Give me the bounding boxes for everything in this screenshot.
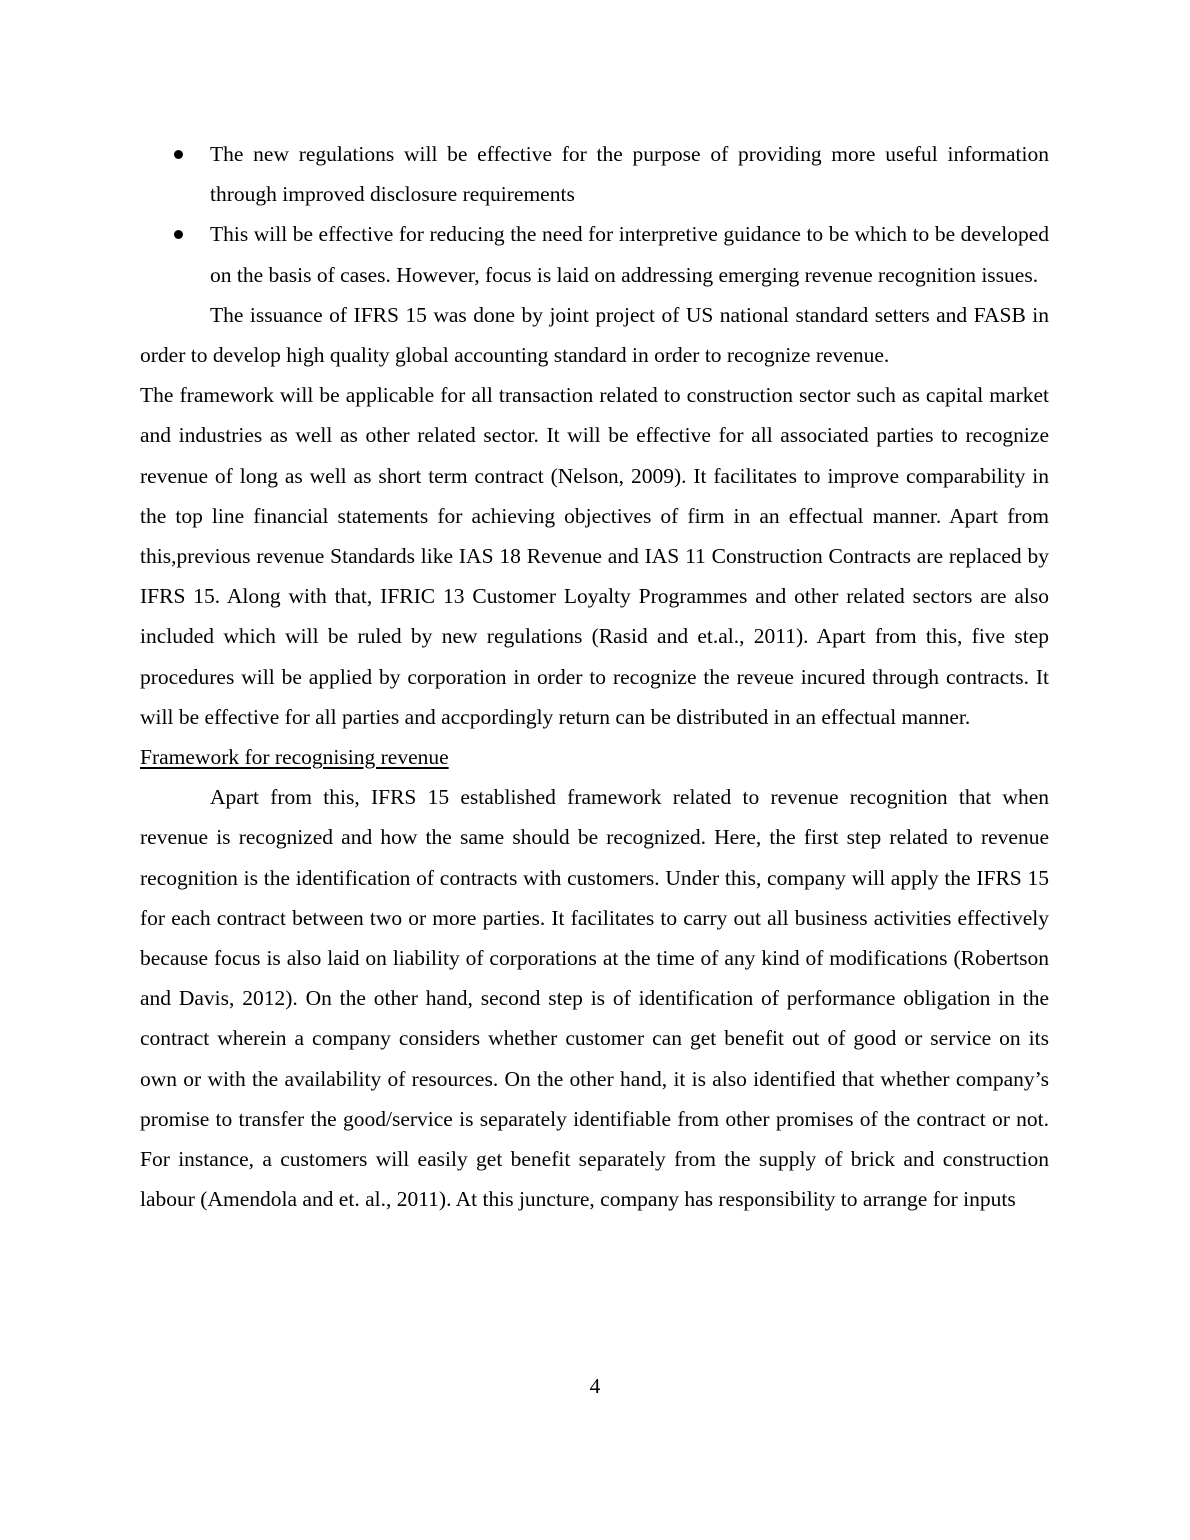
paragraph-ifrs-issuance-lead: The issuance of IFRS 15 was done by joint project of US national standard setters and FASB in order to develop high quality global accounting standard in order to recognize revenue.: [140, 302, 1049, 368]
bullet-item: [210, 214, 1049, 294]
paragraph-ifrs-issuance: [140, 295, 1049, 737]
page-number: 4: [589, 1374, 601, 1398]
section-heading: Framework for recognising revenue: [140, 745, 449, 770]
bullet-text: The new regulations will be effective for the purpose of providing more useful information through improved disclosure requirements: [210, 142, 1049, 207]
bullet-icon: [174, 230, 183, 239]
bullet-icon: [174, 150, 183, 159]
paragraph-framework: Apart from this, IFRS 15 established framework related to revenue recognition that when revenue is recognized and how the same should be recognized. Here, the first step related to revenue recognition is the identification of contracts with customers. Under this, company will apply the IFRS 15 for each contract between two or more parties. It facilitates to carry out all business activities effectively because focus is also laid on liability of corporations at the time of any kind of modifications (Robertson and Davis, 2012). On the other hand, second step is of identification of performance obligation in the contract wherein a company considers whether customer can get benefit out of good or service on its own or with the availability of resources. On the other hand, it is also identified that whether company’s promise to transfer the good/service is separately identifiable from other promises of the contract or not. For instance, a customers will easily get benefit separately from the supply of brick and construction labour (Amendola and et. al., 2011). At this juncture, company has responsibility to arrange for inputs: [140, 785, 1049, 1212]
bullet-list: [140, 134, 1049, 295]
bullet-item: [210, 134, 1049, 214]
bullet-text: This will be effective for reducing the need for interpretive guidance to be which to be developed on the basis of cases. However, focus is laid on addressing emerging revenue recognition issues.: [210, 222, 1049, 287]
paragraph-ifrs-issuance-body: The framework will be applicable for all transaction related to construction sector such as capital market and industries as well as other related sector. It will be effective for all associated parties to recognize revenue of long as well as short term contract (Nelson, 2009). It facilitates to improve comparability in the top line financial statements for achieving objectives of firm in an effectual manner. Apart from this,previous revenue Standards like IAS 18 Revenue and IAS 11 Construction Contracts are replaced by IFRS 15. Along with that, IFRIC 13 Customer Loyalty Programmes and other related sectors are also included which will be ruled by new regulations (Rasid and et.al., 2011). Apart from this, five step procedures will be applied by corporation in order to recognize the reveue incured through contracts. It will be effective for all parties and accpordingly return can be distributed in an effectual manner.: [140, 383, 1049, 729]
page-body: [140, 134, 1049, 1219]
